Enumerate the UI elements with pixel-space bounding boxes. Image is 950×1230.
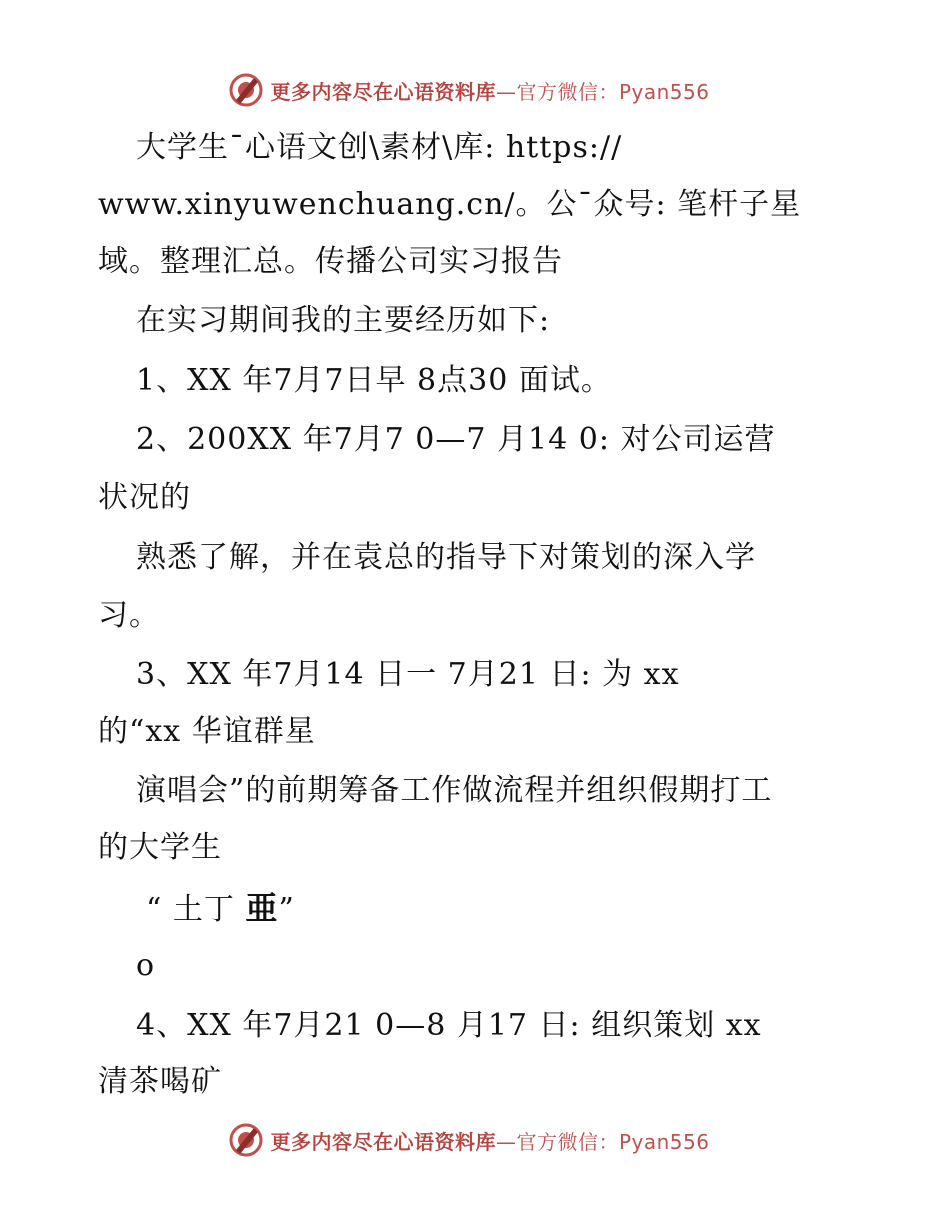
footer-banner (0, 1120, 950, 1160)
text-line: 2、200XX 年7月7 0—7 月14 0: 对公司运营 (136, 422, 776, 457)
text-line: 习。 (98, 598, 160, 633)
text-line: 清茶喝矿 (98, 1064, 222, 1099)
text-line: 熟悉了解，并在袁总的指导下对策划的深入学 (136, 540, 756, 575)
text-line: “ 土丁 亜” (146, 889, 295, 927)
text-line: 1、XX 年7月7日早 8点30 面试。 (136, 363, 612, 398)
banner-text: 更多内容尽在心语资料库—官方微信：Pyan556 (270, 79, 710, 104)
banner-text: 更多内容尽在心语资料库—官方微信：Pyan556 (270, 1129, 710, 1154)
pen-logo-icon (228, 72, 264, 108)
header-banner (0, 70, 950, 110)
text-line: 在实习期间我的主要经历如下: (136, 303, 551, 338)
text-line: www.xinyuwenchuang.cn/。公¯众号: 笔杆子星 (98, 187, 802, 222)
text-line: 的“xx 华谊群星 (98, 714, 316, 749)
text-line: 4、XX 年7月21 0—8 月17 日: 组织策划 xx (136, 1008, 762, 1043)
text-line: 大学生¯心语文创\素材\库: https:// (136, 130, 623, 165)
text-line: 3、XX 年7月14 日一 7月21 日: 为 xx (136, 657, 680, 692)
pen-logo-icon (228, 1122, 264, 1158)
text-line: 域。整理汇总。传播公司实习报告 (98, 244, 563, 279)
text-line: 演唱会”的前期筹备工作做流程并组织假期打工 (136, 773, 773, 808)
text-line: 的大学生 (98, 830, 222, 865)
text-line: 状况的 (98, 480, 191, 515)
text-line: o (136, 948, 156, 983)
